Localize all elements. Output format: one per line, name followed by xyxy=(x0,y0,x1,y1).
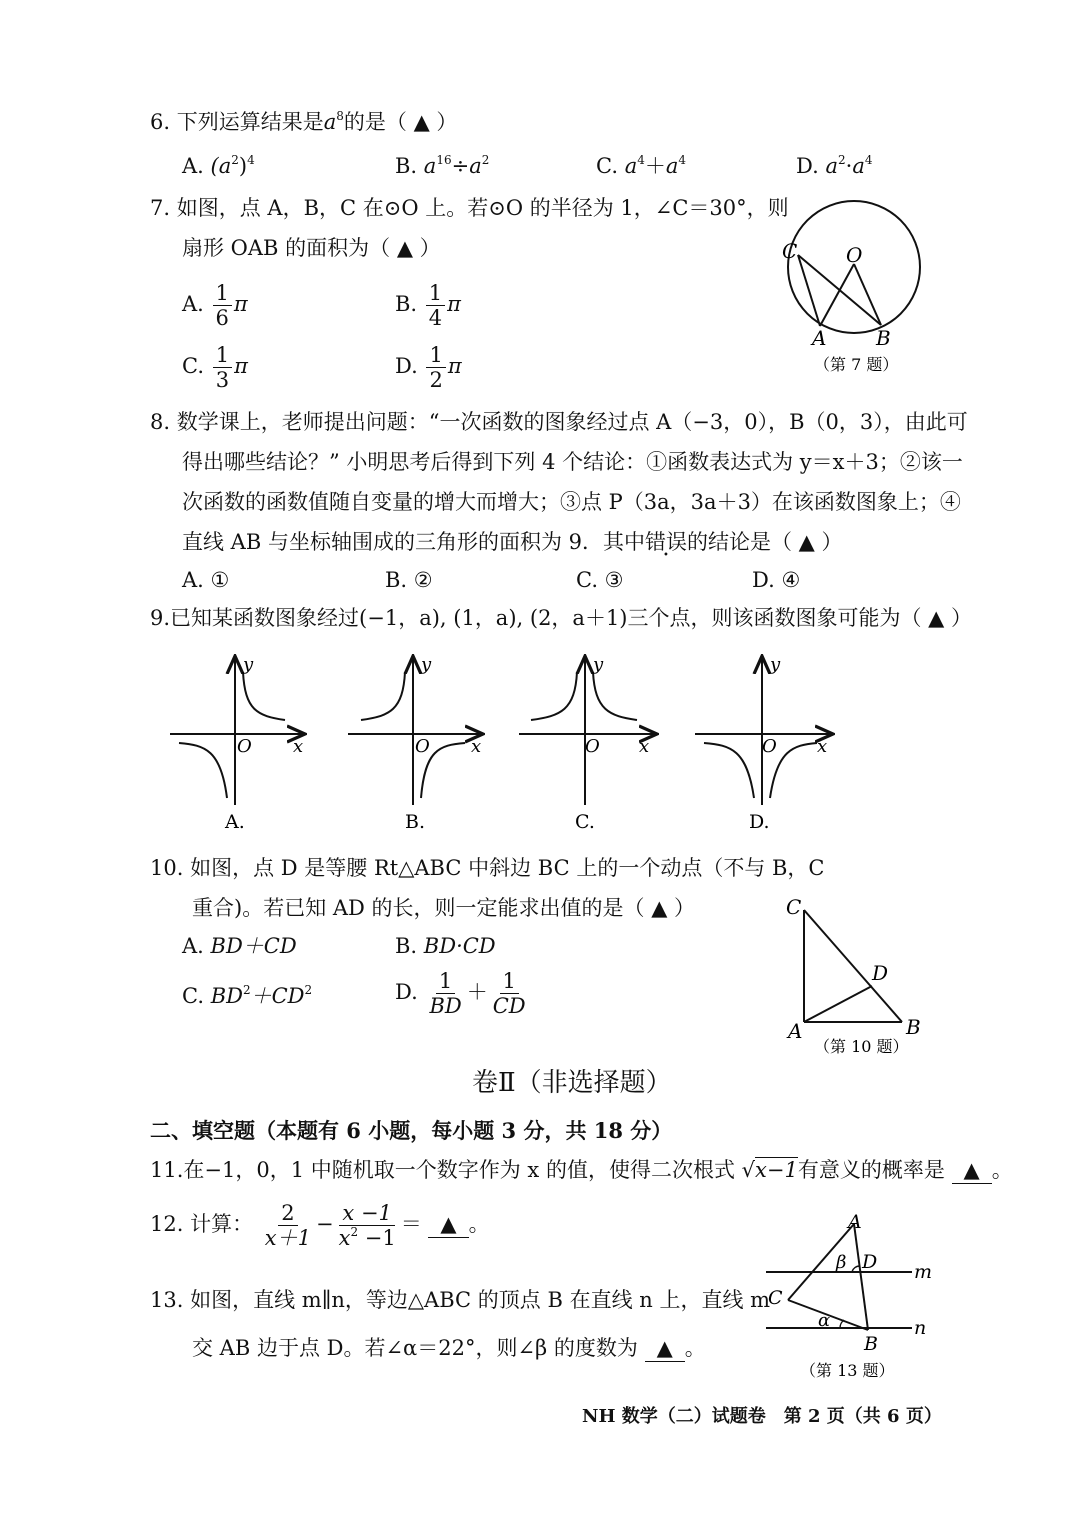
svg-text:x: x xyxy=(817,736,828,757)
svg-text:α: α xyxy=(818,1310,831,1331)
svg-text:O: O xyxy=(585,736,600,757)
svg-text:x: x xyxy=(639,736,650,757)
figure-10-caption: （第 10 题） xyxy=(814,1037,909,1056)
graph-b-label: B. xyxy=(405,811,426,833)
label-a: A xyxy=(812,326,827,350)
figure-7-caption: （第 7 题） xyxy=(814,355,899,374)
question-6-option-a: A. $(a^2)^4$ xyxy=(182,153,255,178)
curve-a-left xyxy=(179,743,227,798)
svg-text:n: n xyxy=(914,1317,927,1339)
emphasis-wrong: 错误 xyxy=(644,530,687,554)
segment-ad xyxy=(804,986,872,1022)
question-8-line-4: 直线 AB 与坐标轴围成的三角形的面积为 9．其中错误的结论是（ ▲ ） xyxy=(182,530,843,554)
sqrt-sign: √ xyxy=(741,1158,756,1182)
svg-text:B: B xyxy=(864,1333,878,1355)
page-footer: NH 数学（二）试题卷 第 2 页（共 6 页） xyxy=(582,1406,942,1427)
svg-text:C: C xyxy=(786,895,802,919)
question-7-option-c: C. $\frac{1}{3}$ π xyxy=(182,343,248,393)
question-6-stem: 6. 下列运算结果是$a^8$的是（ ▲ ） xyxy=(150,109,458,134)
svg-text:y: y xyxy=(593,654,604,675)
svg-text:A: A xyxy=(788,1019,803,1043)
graph-c-label: C. xyxy=(575,811,595,833)
question-12: 12. 计算： $\frac{2}{x+1}$ − $\frac{x -1}{x^2 -1}$ ＝ ▲ 。 xyxy=(150,1201,490,1251)
question-13-line-2: 交 AB 边于点 D。若∠α＝22°，则∠β 的度数为 ▲ 。 xyxy=(192,1336,706,1362)
figure-13 xyxy=(760,1208,940,1388)
segment-ab xyxy=(854,1224,868,1330)
question-7-option-a: A. $\frac{1}{6}$ π xyxy=(182,281,248,331)
svg-text:A: A xyxy=(848,1211,862,1233)
curve-d-left xyxy=(704,743,754,798)
question-8-option-c: C. ③ xyxy=(576,568,624,592)
graph-d xyxy=(695,654,831,833)
answer-blank-12[interactable]: ▲ xyxy=(428,1212,468,1238)
question-10-line-1: 10. 如图，点 D 是等腰 Rt△ABC 中斜边 BC 上的一个动点（不与 B，C xyxy=(150,856,825,880)
figure-13-caption: （第 13 题） xyxy=(800,1361,895,1380)
curve-c-left xyxy=(531,672,577,720)
question-9-stem: 9.已知某函数图象经过(−1，a), (1，a), (2，a＋1)三个点，则该函数图象可能为（ ▲ ） xyxy=(150,606,973,630)
graph-d-label: D. xyxy=(749,811,770,833)
section-fill-in: 二、填空题（本题有 6 小题，每小题 3 分，共 18 分） xyxy=(150,1118,673,1143)
svg-text:D: D xyxy=(872,961,889,985)
graph-b xyxy=(348,654,481,833)
svg-text:O: O xyxy=(415,736,430,757)
question-8-line-2: 得出哪些结论？” 小明思考后得到下列 4 个结论：①函数表达式为 y＝x＋3；②该一 xyxy=(182,450,963,474)
answer-blank-13[interactable]: ▲ xyxy=(645,1336,685,1362)
svg-text:y: y xyxy=(770,654,781,675)
question-6-option-d: D. $a^2\cdot a^4$ xyxy=(796,153,873,178)
figure-7-circle xyxy=(778,192,928,382)
graph-a xyxy=(170,654,303,833)
label-c: C xyxy=(782,239,798,263)
curve-b-left xyxy=(361,672,405,720)
curve-a-right xyxy=(243,672,285,720)
svg-text:D: D xyxy=(862,1251,878,1273)
question-8-option-d: D. ④ xyxy=(752,568,801,592)
question-10-option-a: A. BD＋CD xyxy=(182,934,297,958)
label-b: B xyxy=(876,326,891,350)
question-10-option-c: C. $BD^2+CD^2$ xyxy=(182,983,313,1008)
svg-text:y: y xyxy=(243,654,254,675)
question-8-line-1: 8. 数学课上，老师提出问题：“一次函数的图象经过点 A（−3，0），B（0，3），由此可 xyxy=(150,410,968,434)
svg-text:β: β xyxy=(836,1252,847,1273)
label-o: O xyxy=(846,243,863,267)
svg-text:m: m xyxy=(914,1261,933,1283)
question-10-option-d: D. $\frac{1}{BD}$ ＋ $\frac{1}{CD}$ xyxy=(395,969,526,1019)
question-13-line-1: 13. 如图，直线 m∥n，等边△ABC 的顶点 B 在直线 n 上，直线 m xyxy=(150,1288,771,1312)
question-10-option-b: B. BD·CD xyxy=(395,934,496,958)
question-8-option-a: A. ① xyxy=(182,568,230,592)
question-11: 11.在−1，0，1 中随机取一个数字作为 x 的值，使得二次根式 √x−1有意义的概率是 ▲ 。 xyxy=(150,1158,1013,1184)
figure-10-triangle xyxy=(778,892,938,1064)
svg-text:O: O xyxy=(237,736,252,757)
curve-c-right xyxy=(593,672,637,720)
question-10-line-2: 重合)。若已知 AD 的长，则一定能求出值的是（ ▲ ） xyxy=(192,896,696,920)
segment-ob xyxy=(854,264,881,325)
question-7-option-d: D. $\frac{1}{2}$ π xyxy=(395,343,462,393)
svg-text:y: y xyxy=(421,654,432,675)
question-8-line-3: 次函数的函数值随自变量的增大而增大；③点 P（3a，3a＋3）在该函数图象上；④ xyxy=(182,490,961,514)
segment-oa xyxy=(820,264,854,326)
graph-a-label: A. xyxy=(225,811,245,833)
question-7-line-2: 扇形 OAB 的面积为（ ▲ ） xyxy=(182,236,441,260)
question-7-line-1: 7. 如图，点 A，B，C 在⊙O 上。若⊙O 的半径为 1，∠C＝30°，则 xyxy=(150,196,789,220)
question-6-option-b: B. $a^{16}\div a^2$ xyxy=(395,153,490,178)
part-2-title: 卷Ⅱ（非选择题） xyxy=(472,1068,672,1098)
curve-d-right xyxy=(770,743,817,798)
question-7-option-b: B. $\frac{1}{4}$ π xyxy=(395,281,461,331)
question-8-option-b: B. ② xyxy=(385,568,433,592)
svg-text:B: B xyxy=(906,1015,921,1039)
svg-text:C: C xyxy=(768,1287,783,1309)
question-6-option-c: C. $a^4+a^4$ xyxy=(596,153,687,178)
svg-text:O: O xyxy=(762,736,777,757)
svg-text:x: x xyxy=(471,736,482,757)
graph-c xyxy=(519,654,655,833)
svg-text:x: x xyxy=(293,736,304,757)
answer-blank-11[interactable]: ▲ xyxy=(952,1158,992,1184)
question-9-graphs xyxy=(165,650,855,840)
